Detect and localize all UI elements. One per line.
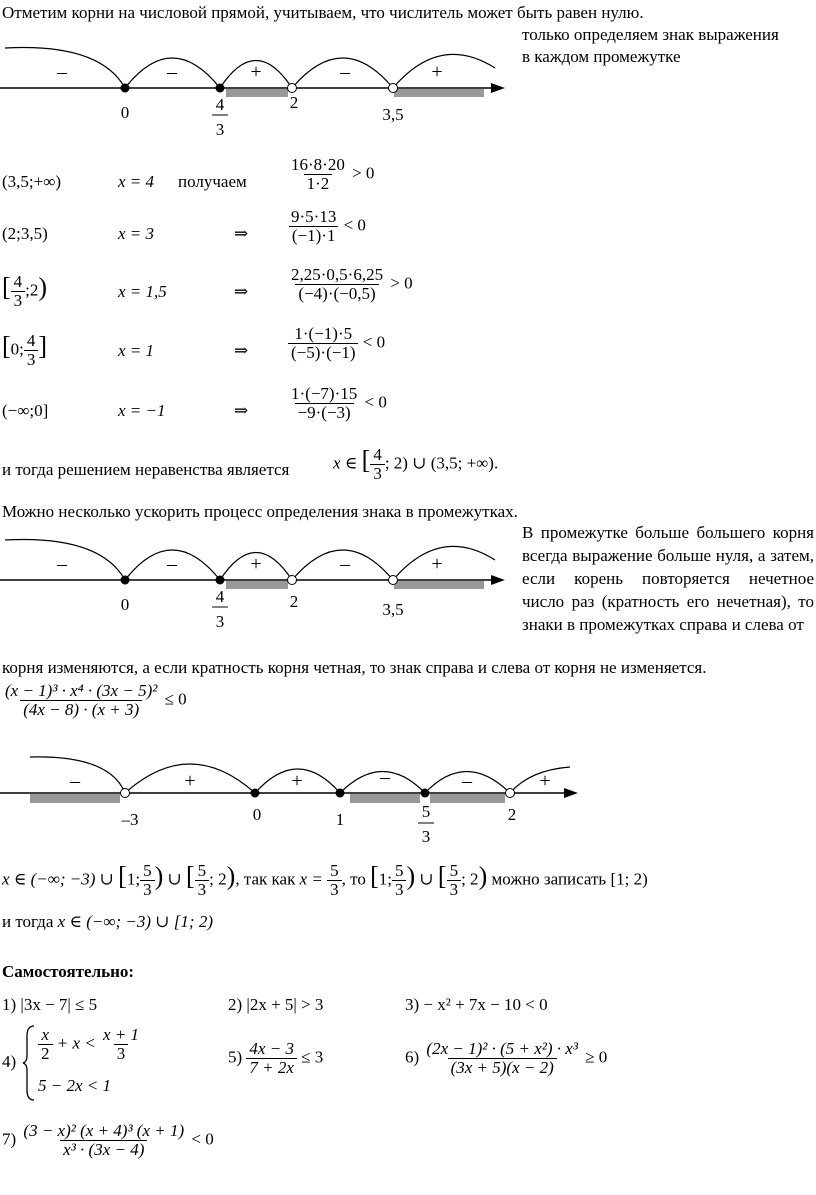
sign3-5: – [462,770,472,792]
check-2-arrow: ⇒ [234,224,249,243]
point-0 [121,84,130,93]
note-top-1: только определяем знак выражения [522,25,779,44]
task-3: 3) − x² + 7x − 10 < 0 [405,995,548,1014]
sign3-3: + [291,770,303,792]
self-title: Самостоятельно: [2,962,135,981]
check-4-arrow: ⇒ [234,341,249,360]
task-6: 6) $\frac{\text{(2x − 1)² · (5 + x²) · x³}}{(3x + 5)(x - 2)}$ ≥ 0 [405,1039,608,1077]
label-3-5: 3,5 [382,105,404,124]
rule-paragraph: В промежутке больше большего корня всегда выражение больше нуля, а затем, если корень повторяется нечетное число раз (кратность его нечетная), то знаки в промежутках справа и слева от [522,523,814,634]
check-5-interval: (−∞;0] [2,401,49,420]
sign3-1: – [70,770,80,792]
label3-1: 1 [335,810,345,829]
check-2-fraction: $\frac{9\cdot 5\cdot 13}{(-1)\cdot 1}$ < 0 [288,208,366,245]
label2-3: 3 [215,612,225,631]
check-4-x: x = 1 [118,341,155,360]
point-one [336,789,345,798]
sign-1: – [57,61,67,83]
label-4: 4 [215,95,225,114]
solution-expr: x ∈ [ $\frac{4}{3}$ ; 2) ∪ (3,5; +∞). [333,445,499,483]
check-1-fraction: $\frac{16\cdot 8\cdot 20}{1\cdot 2}$ > 0 [291,155,375,193]
label3-minus3: –3 [121,810,139,829]
rule-tail: корня изменяются, а если кратность корня четная, то знак справа и слева от корня не изменяется. [2,658,707,677]
answer-line: x ∈ (−∞; −3) ∪ [1; $\frac{5}{3}$ ) ∪ [ $\frac{5}{3}$ ; 2), так как x = $\frac{5}{3}$ , то [1; $\frac{5}{3}$ ) ∪ [ $\frac{5}{3}$ ; 2) можно записать [1; 2) [2,861,648,899]
point-4-3 [216,84,225,93]
sign3-6: + [539,770,551,792]
label2-3-5: 3,5 [382,600,404,619]
sign2-2: – [167,553,177,575]
task-1: 1) |3x − 7| ≤ 5 [2,995,98,1014]
shade-1b [394,89,484,97]
label2-2: 2 [289,592,299,611]
task-4-a: $\frac{x}{2}$ + x < $\frac{x + 1}{3}$ [38,1026,142,1063]
check-5-fraction: $\frac{1\cdot(-7)\cdot 15}{-9\cdot(-3)}$ < 0 [291,384,387,422]
sign2-3: + [250,553,262,575]
point-5-3 [421,789,430,798]
point-minus3 [121,789,130,798]
sign2-1: – [57,553,67,575]
label-2: 2 [289,93,299,112]
main-inequality: $\frac{\text{(x − 1)³ · x⁴ · (3x − 5)²}}{(4x - 8) \cdot (x + 3)}$ ≤ 0 [5,681,187,719]
task-4-b: 5 − 2x < 1 [38,1076,111,1095]
point-two [506,789,515,798]
check-4-fraction: $\frac{1\cdot(-1)\cdot 5}{(-5)\cdot(-1)}$ < 0 [288,325,385,362]
note-top-2: в каждом промежутке [522,47,681,66]
task-5: 5) $\frac{4x - 3}{7 + 2x}$ ≤ 3 [228,1039,324,1077]
sign3-4: – [380,766,390,788]
label-0: 0 [120,103,130,122]
sign2-5: + [431,553,443,575]
check-5-x: x = −1 [118,401,166,420]
label3-2: 2 [507,805,517,824]
point-2 [288,84,297,93]
final-line: и тогда x ∈ (−∞; −3) ∪ [1; 2) [2,912,213,931]
check-1-x: x = 4 [118,172,155,191]
label-3: 3 [215,120,225,139]
label2-0: 0 [120,595,130,614]
check-2-interval: (2;3,5) [2,224,48,243]
sign3-2: + [184,770,196,792]
task-2: 2) |2x + 5| > 3 [228,995,324,1014]
label3-0: 0 [252,805,262,824]
check-3-arrow: ⇒ [234,282,249,301]
check-1-interval: (3,5;+∞) [2,172,62,191]
faster-line: Можно несколько ускорить процесс определения знака в промежутках. [2,502,518,521]
system-brace [22,1024,36,1102]
task-4-label: 4) [2,1052,17,1071]
label3-5: 5 [421,802,431,821]
point-3-5 [389,84,398,93]
solution-text: и тогда решением неравенства является [2,460,290,479]
shade-1a [226,89,288,97]
sign2-4: – [340,553,350,575]
check-3-x: x = 1,5 [118,282,167,301]
sign-2: – [167,61,177,83]
sign-5: + [431,61,443,83]
label3-3: 3 [421,827,431,846]
check-5-arrow: ⇒ [234,401,249,420]
task-7: 7) $\frac{\text{(3 − x)² (x + 4)³ (x + 1)}}{\text{x³ · (3x − 4)}}$ < 0 [2,1121,214,1159]
point-zero [251,789,260,798]
number-line-1 [0,28,520,148]
check-1-word: получаем [178,172,247,191]
check-3-interval: [ $\frac{4}{3}$ ;2) [2,272,48,310]
intro-line: Отметим корни на числовой прямой, учитываем, что числитель может быть равен нулю. [2,3,644,22]
sign-3: + [250,61,262,83]
check-2-x: x = 3 [118,224,155,243]
label2-4: 4 [215,587,225,606]
check-3-fraction: $\frac{2,25\cdot 0,5\cdot 6,25}{(-4)\cdot(-0,5)}$ > 0 [291,265,413,303]
number-line-3 [0,745,580,860]
number-line-2 [0,520,520,640]
check-4-interval: [0; $\frac{4}{3}$ ] [2,331,48,369]
sign-4: – [340,61,350,83]
